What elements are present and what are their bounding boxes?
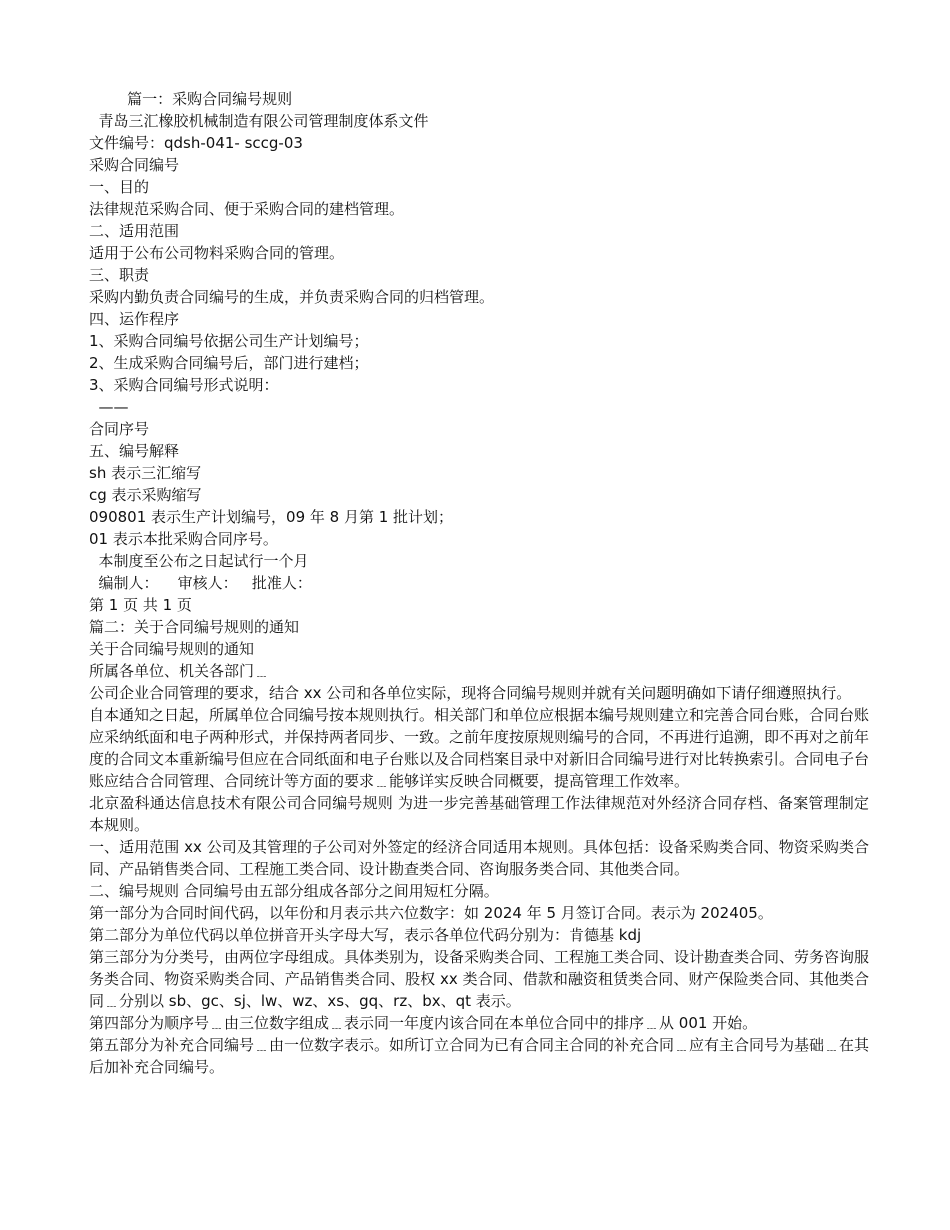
notice-title: 关于合同编号规则的通知 (89, 640, 255, 658)
notice-paragraph-1: 公司企业合同管理的要求，结合 xx 公司和各单位实际，现将合同编号规则并就有关问题明确如下请仔细遵照执行。 (89, 684, 852, 702)
rule-scope-paragraph: 一、适用范围 xx 公司及其管理的子公司对外签定的经济合同适用本规则。具体包括：设备采购类合同、物资采购类合同、产品销售类合同、工程施工类合同、设计勘查类合同、咨询服务类合同、其他类合同。 (89, 838, 869, 878)
procedure-item-1: 1、采购合同编号依据公司生产计划编号； (89, 332, 369, 350)
heading-explanation: 五、编号解释 (89, 442, 180, 460)
rule-part-4: 第四部分为顺序号﹍由三位数字组成﹍表示同一年度内该合同在本单位合同中的排序﹍从 001 开始。 (89, 1014, 758, 1032)
procedure-item-2: 2、生成采购合同编号后，部门进行建档； (89, 354, 369, 372)
explanation-sh: sh 表示三汇缩写 (89, 464, 202, 482)
scope-text: 适用于公布公司物料采购合同的管理。 (89, 244, 345, 262)
rule-part-1: 第一部分为合同时间代码，以年份和月表示共六位数字：如 2024 年 5 月签订合同。表示为 202405。 (89, 904, 773, 922)
contract-sequence-label: 合同序号 (89, 420, 150, 438)
duties-text: 采购内勤负责合同编号的生成，并负责采购合同的归档管理。 (89, 288, 495, 306)
rule-numbering-paragraph: 二、编号规则 合同编号由五部分组成各部分之间用短杠分隔。 (89, 882, 499, 900)
rule-part-5: 第五部分为补充合同编号﹍由一位数字表示。如所订立合同为已有合同主合同的补充合同﹍应有主合同号为基础﹍在其后加补充合同编号。 (89, 1036, 870, 1076)
explanation-cg: cg 表示采购缩写 (89, 486, 202, 504)
rule-part-3: 第三部分为分类号，由两位字母组成。具体类别为，设备采购类合同、工程施工类合同、设计勘查类合同、劳务咨询服务类合同、物资采购类合同、产品销售类合同、股权 xx 类合同、借款和融资租赁类合同、财产保险类合同、其他类合同﹍分别以 sb、gc、sj、lw、wz、xs、gq、rz、bx、qt 表示。 (89, 948, 870, 1010)
heading-duties: 三、职责 (89, 266, 150, 284)
rule-intro-paragraph: 北京盈科通达信息技术有限公司合同编号规则 为进一步完善基础管理工作法律规范对外经济合同存档、备案管理制定本规则。 (89, 794, 869, 834)
trial-period-note: 本制度至公布之日起试行一个月 (89, 552, 309, 570)
rule-part-2: 第二部分为单位代码以单位拼音开头字母大写，表示各单位代码分别为：肯德基 kdj (89, 926, 642, 944)
signature-line: 编制人： 审核人： 批准人： (89, 574, 312, 592)
heading-procedure: 四、运作程序 (89, 310, 180, 328)
section-title-part1: 篇一：采购合同编号规则 (89, 90, 293, 108)
explanation-sequence: 01 表示本批采购合同序号。 (89, 530, 278, 548)
heading-purpose: 一、目的 (89, 178, 150, 196)
purpose-text: 法律规范采购合同、便于采购合同的建档管理。 (89, 200, 405, 218)
document-title: 采购合同编号 (89, 156, 180, 174)
format-dashes: —— (89, 398, 129, 416)
notice-paragraph-2: 自本通知之日起，所属单位合同编号按本规则执行。相关部门和单位应根据本编号规则建立和完善合同台账，合同台账应采纳纸面和电子两种形式，并保持两者同步、一致。之前年度按原规则编号的合同，不再进行追溯，即不再对之前年度的合同文本重新编号但应在合同纸面和电子台账以及合同档案目录中对新旧合同编号进行对比转换索引。合同电子台账应结合合同管理、合同统计等方面的要求﹍能够详实反映合同概要，提高管理工作效率。 (89, 706, 870, 790)
document-number: 文件编号：qdsh-041- sccg-03 (89, 134, 303, 152)
explanation-plan-number: 090801 表示生产计划编号，09 年 8 月第 1 批计划； (89, 508, 454, 526)
heading-scope: 二、适用范围 (89, 222, 180, 240)
section-title-part2: 篇二：关于合同编号规则的通知 (89, 618, 300, 636)
document-page (89, 88, 869, 1078)
company-header: 青岛三汇橡胶机械制造有限公司管理制度体系文件 (89, 112, 429, 130)
notice-addressee: 所属各单位、机关各部门﹍ (89, 662, 270, 680)
procedure-item-3: 3、采购合同编号形式说明： (89, 376, 279, 394)
page-number: 第 1 页 共 1 页 (89, 596, 192, 614)
